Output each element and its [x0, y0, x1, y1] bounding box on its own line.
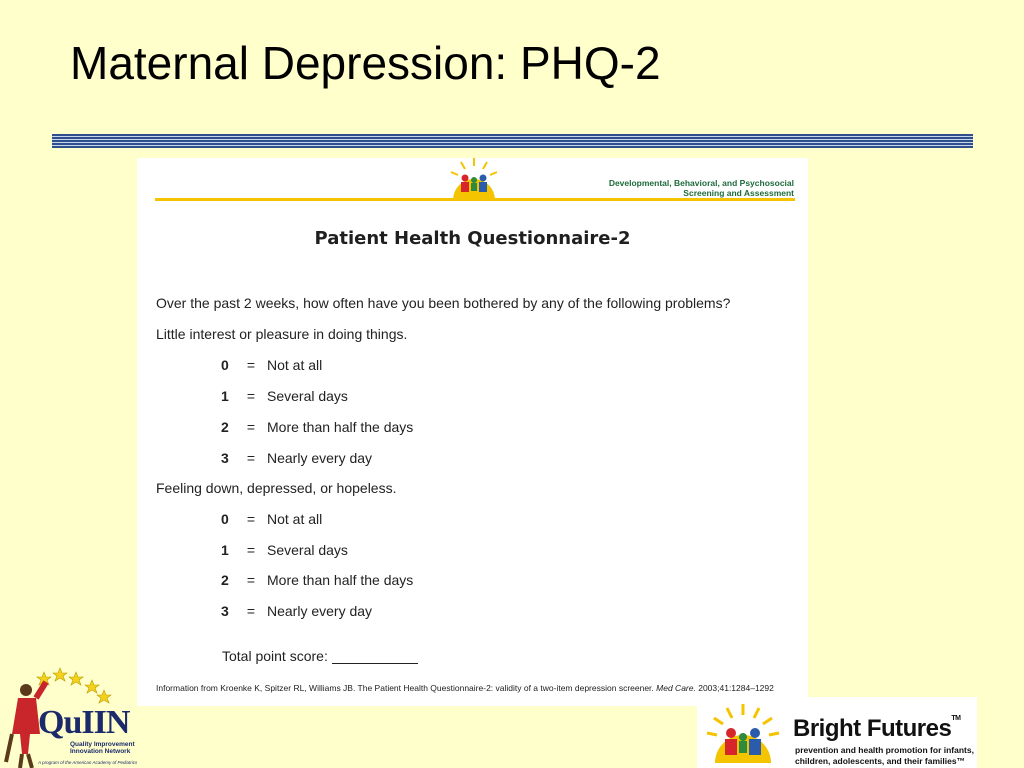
bright-futures-sun-icon	[705, 703, 781, 765]
option-row: 3 = Nearly every day	[221, 603, 373, 619]
title-divider	[52, 134, 973, 148]
document-header-text: Developmental, Behavioral, and Psychosocial Screening and Assessment	[608, 178, 794, 198]
option-row: 2 = More than half the days	[221, 419, 414, 435]
total-score-blank	[332, 649, 418, 664]
document-header-rule	[155, 198, 795, 201]
option-row: 2 = More than half the days	[221, 572, 414, 588]
option-row: 1 = Several days	[221, 388, 348, 404]
question-2: Feeling down, depressed, or hopeless.	[156, 480, 397, 496]
question-prompt: Over the past 2 weeks, how often have you been bothered by any of the following problems?	[156, 295, 731, 311]
quiin-wordmark: QuIIN	[38, 704, 130, 741]
slide-title: Maternal Depression: PHQ-2	[70, 37, 661, 89]
bright-futures-wordmark: Bright Futures™	[793, 715, 961, 742]
option-row: 1 = Several days	[221, 542, 348, 558]
option-row: 0 = Not at all	[221, 511, 323, 527]
bright-futures-tagline: prevention and health promotion for infants, children, adolescents, and their families™	[795, 745, 974, 766]
questionnaire-document	[137, 158, 808, 706]
quiin-footnote: A program of the American Academy of Pediatrics	[38, 760, 138, 765]
bright-futures-logo-box	[697, 697, 977, 768]
quiin-subtitle: Quality Improvement Innovation Network	[70, 741, 135, 755]
bright-futures-family-icon	[443, 156, 505, 202]
option-row: 3 = Nearly every day	[221, 450, 373, 466]
option-row: 0 = Not at all	[221, 357, 323, 373]
document-title: Patient Health Questionnaire-2	[314, 228, 631, 249]
total-score: Total point score:	[222, 648, 418, 664]
citation: Information from Kroenke K, Spitzer RL, Williams JB. The Patient Health Questionnaire-2: validity of a two-item depression screener. Med Care. 2003;41:1284–1292	[156, 683, 774, 693]
question-1: Little interest or pleasure in doing things.	[156, 326, 408, 342]
